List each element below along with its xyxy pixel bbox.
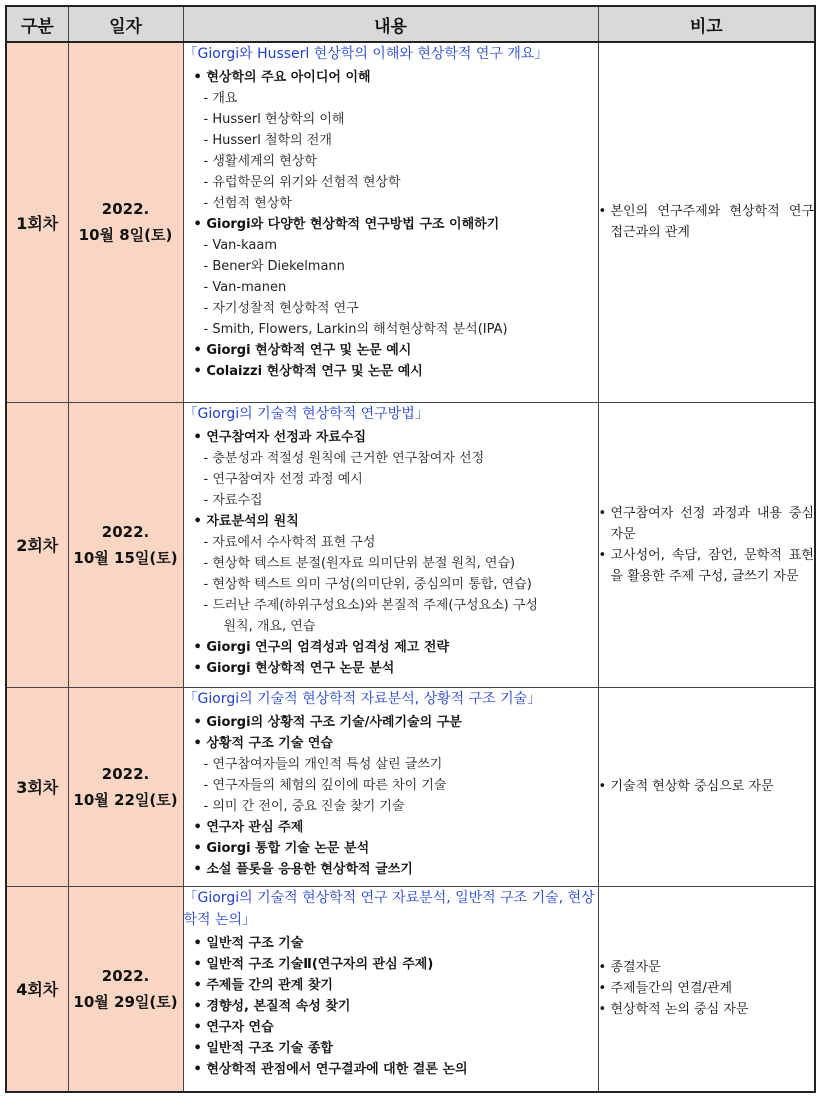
session-content — [183, 42, 598, 402]
content-item: • Colaizzi 현상학적 연구 및 논문 예시 — [193, 364, 423, 379]
session-year: 2022. — [101, 522, 150, 541]
content-subitem: - 현상학 텍스트 의미 구성(의미단위, 중심의미 통합, 연습) — [203, 576, 532, 592]
header-session: 구분 — [6, 6, 68, 42]
session-year: 2022. — [101, 764, 150, 783]
content-item: • 현상학적 관점에서 연구결과에 대한 결론 논의 — [193, 1061, 468, 1077]
session-remarks — [598, 402, 815, 687]
content-item: • 상황적 구조 기술 연습 — [193, 735, 333, 751]
content-subitem: - 연구자들의 체험의 깊이에 따른 차이 기술 — [203, 777, 447, 793]
content-subitem: - Smith, Flowers, Larkin의 해석현상학적 분석(IPA) — [203, 322, 508, 337]
header-row — [6, 6, 815, 42]
content-item: • 연구자 관심 주제 — [193, 819, 304, 835]
session-topic: 「Giorgi의 기술적 현상학적 연구방법」 — [183, 405, 429, 422]
content-subitem: - 개요 — [203, 91, 238, 106]
session-content — [183, 886, 598, 1092]
session-label: 3회차 — [6, 687, 68, 886]
session-content — [183, 687, 598, 886]
content-subitem: - 자기성찰적 현상학적 연구 — [203, 301, 359, 316]
content-item: • Giorgi 현상학적 연구 및 논문 예시 — [193, 343, 412, 358]
session-row-3 — [6, 687, 815, 886]
session-remarks — [598, 42, 815, 402]
remark-item: • 연구참여자 선정 과정과 내용 중심 자문 — [598, 505, 814, 542]
remark-item: • 본인의 연구주제와 현상학적 연구 접근과의 관계 — [598, 204, 814, 241]
session-date — [68, 42, 183, 402]
content-subitem: - Van-kaam — [203, 238, 277, 253]
content-subitem: - 연구참여자 선정 과정 예시 — [203, 471, 363, 487]
session-remarks — [598, 886, 815, 1092]
content-subitem: - 의미 간 전이, 중요 진술 찾기 기술 — [203, 798, 405, 814]
session-date — [68, 687, 183, 886]
content-item: • 연구참여자 선정과 자료수집 — [193, 429, 367, 445]
content-item: • Giorgi 현상학적 연구 논문 분석 — [193, 660, 395, 676]
session-label: 2회차 — [6, 402, 68, 687]
content-subitem: - 선험적 현상학 — [203, 196, 292, 211]
session-date — [68, 402, 183, 687]
content-item: • 연구자 연습 — [193, 1019, 274, 1035]
session-remarks — [598, 687, 815, 886]
content-subitem: - Bener와 Diekelmann — [203, 259, 345, 274]
content-item: • Giorgi와 다양한 현상학적 연구방법 구조 이해하기 — [193, 217, 500, 232]
header-remarks: 비고 — [598, 6, 815, 42]
content-subitem: - 충분성과 적절성 원칙에 근거한 연구참여자 선정 — [203, 450, 485, 466]
session-year: 2022. — [101, 200, 150, 219]
content-item: • 현상학의 주요 아이디어 이해 — [193, 70, 371, 85]
session-topic: 「Giorgi와 Husserl 현상학의 이해와 현상학적 연구 개요」 — [183, 46, 549, 62]
remark-item: • 종결자문 — [598, 960, 661, 976]
content-subitem: - 생활세계의 현상학 — [203, 154, 317, 169]
session-label: 1회차 — [6, 42, 68, 402]
content-item: • 경향성, 본질적 속성 찾기 — [193, 998, 351, 1014]
content-subitem: - 드러난 주제(하위구성요소)와 본질적 주제(구성요소) 구성 — [203, 597, 538, 613]
schedule-table — [5, 5, 816, 1093]
session-row-2 — [6, 402, 815, 687]
content-item: • Giorgi 통합 기술 논문 분석 — [193, 840, 370, 856]
content-subitem: - 자료에서 수사학적 표현 구성 — [203, 534, 376, 550]
content-item: • 소설 플롯을 응용한 현상학적 글쓰기 — [193, 861, 413, 877]
content-subitem: - 유럽학문의 위기와 선험적 현상학 — [203, 175, 401, 190]
remark-item: • 현상학적 논의 중심 자문 — [598, 1002, 749, 1018]
session-topic: 「Giorgi의 기술적 현상학적 자료분석, 상황적 구조 기술」 — [183, 690, 542, 707]
header-content: 내용 — [183, 6, 598, 42]
remark-item: • 기술적 현상학 중심으로 자문 — [598, 779, 774, 794]
session-day: 10월 8일(토) — [78, 226, 173, 245]
content-item: • 일반적 구조 기술 종합 — [193, 1040, 333, 1056]
content-subitem: - Husserl 철학의 전개 — [203, 133, 332, 148]
session-label: 4회차 — [6, 886, 68, 1092]
session-row-4 — [6, 886, 815, 1092]
session-day: 10월 15일(토) — [73, 548, 178, 567]
content-item: • 자료분석의 원칙 — [193, 513, 299, 529]
content-subitem: - 연구참여자들의 개인적 특성 살린 글쓰기 — [203, 756, 443, 772]
session-content — [183, 402, 598, 687]
content-subitem: - 현상학 텍스트 분절(원자료 의미단위 분절 원칙, 연습) — [203, 555, 516, 571]
remark-item: • 주제들간의 연결/관계 — [598, 981, 733, 997]
content-subitem: 원칙, 개요, 연습 — [223, 618, 316, 634]
content-subitem: - Van-manen — [203, 280, 287, 295]
content-item: • 주제들 간의 관계 찾기 — [193, 977, 333, 993]
session-day: 10월 29일(토) — [73, 992, 178, 1011]
session-date — [68, 886, 183, 1092]
content-item: • Giorgi 연구의 엄격성과 엄격성 제고 전략 — [193, 639, 450, 655]
content-item: • 일반적 구조 기술Ⅱ(연구자의 관심 주제) — [193, 956, 434, 972]
content-subitem: - Husserl 현상학의 이해 — [203, 112, 345, 127]
session-day: 10월 22일(토) — [73, 790, 178, 809]
content-item: • 일반적 구조 기술 — [193, 935, 304, 951]
remark-item: • 고사성어, 속담, 잠언, 문학적 표현을 활용한 주제 구성, 글쓰기 자문 — [598, 547, 814, 584]
header-date: 일자 — [68, 6, 183, 42]
content-item: • Giorgi의 상황적 구조 기술/사례기술의 구분 — [193, 714, 462, 730]
session-topic: 「Giorgi의 기술적 현상학적 연구 자료분석, 일반적 구조 기술, 현상학적 논의」 — [183, 889, 595, 928]
session-year: 2022. — [101, 966, 150, 985]
session-row-1 — [6, 42, 815, 402]
content-subitem: - 자료수집 — [203, 492, 263, 508]
